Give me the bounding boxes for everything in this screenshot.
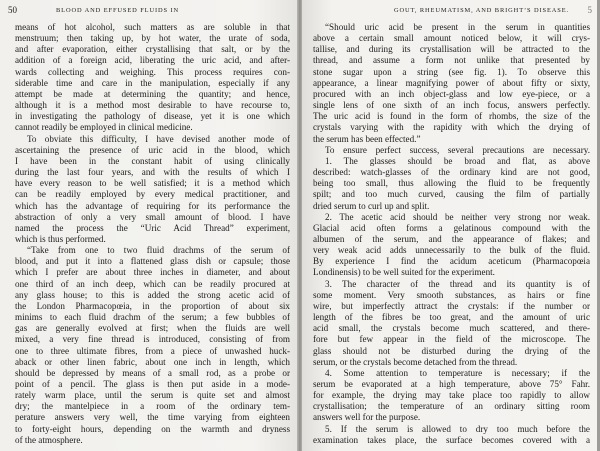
text-line: very weak acid adds unnecessarily to the bulk of the fluid.: [313, 245, 590, 256]
text-line: spilt; and too much curved, causing the film of partially: [313, 189, 590, 200]
left-page: [0, 0, 298, 451]
text-line: some moment. Very smooth substances, as hairs or fine: [313, 289, 590, 300]
text-line: The uric acid is found in the form of rhombs, the size of the: [313, 111, 590, 122]
right-running-head: [314, 7, 592, 19]
right-page-text: [313, 22, 590, 446]
text-line: serum be evaporated at a high temperature, above 75° Fahr.: [313, 379, 590, 389]
text-line: thread, and assume a form not unlike that presented by: [313, 55, 590, 66]
text-line: acid small, the crystals become much scattered, and there-: [313, 323, 590, 334]
text-line: and after evaporation, either crystallising that salt, or by the: [15, 44, 290, 55]
text-line: To obviate this difficulty, I have devised another mode of: [27, 133, 290, 144]
text-line: means of hot alcohol, such matters as are soluble in that: [15, 22, 290, 32]
text-line: siderable time and care in the manipulation, especially if any: [15, 77, 290, 88]
text-line: which I prefer are about three inches in diameter, and about: [15, 267, 290, 278]
text-line: in investigating the pathology of disease, yet it is one which: [15, 111, 290, 122]
text-line: stone sugar upon a string (see fig. 1). To observe this: [313, 66, 590, 77]
text-line: addition of a foreign acid, liberating the uric acid, and after-: [15, 55, 290, 66]
left-page-number: 50: [8, 5, 17, 15]
text-line: dried serum to curl up and split.: [313, 200, 430, 211]
text-line: appearance, a linear magnifying power of about fifty or sixty,: [313, 77, 590, 88]
text-line: Glacial acid often forms a gelatinous compound with the: [313, 222, 590, 233]
text-line: named the process the “Uric Acid Thread” experiment,: [15, 222, 290, 233]
right-page-number: 5: [587, 5, 592, 15]
text-line: I have been in the constant habit of using clinically: [15, 155, 290, 166]
text-line: of the atmosphere.: [15, 434, 83, 445]
text-line: should be depressed by means of a small rod, as a probe or: [15, 367, 290, 378]
text-line: above a certain small amount noticed below, it will crys-: [313, 33, 590, 44]
text-line: tallise, and during its crystallisation will be attracted to the: [313, 44, 590, 55]
text-line: rately warm place, until the serum is quite set and almost: [15, 390, 290, 401]
text-line: attempt be made at determining the quantity; and hence,: [15, 88, 290, 99]
text-line: abstraction of only a very small amount of blood. I have: [15, 211, 290, 222]
text-line: aback or other linen fabric, about one inch in length, which: [15, 356, 290, 367]
text-line: any glass house; to this is added the strong acetic acid of: [15, 289, 290, 300]
text-line: procured with an inch object-glass and low eye-piece, or a: [313, 88, 590, 99]
text-line: Londinensis) to be well suited for the experiment.: [313, 267, 495, 278]
text-line: one to three ultimate fibres, from a piece of unwashed huck-: [15, 345, 290, 356]
text-line: “Take from one to two fluid drachms of the serum of: [27, 245, 290, 256]
text-line: glass should not be disturbed during the drying of the: [313, 345, 590, 356]
text-line: To ensure perfect success, several precautions are necessary.: [325, 144, 590, 155]
text-line: answers well for the purpose.: [313, 412, 421, 423]
text-line: the London Pharmacopœia, in the proportion of about six: [15, 300, 290, 311]
text-line: serum, or the crystals become detached from the thread.: [313, 356, 518, 367]
text-line: single lens of one sixth of an inch focus, answers perfectly.: [313, 100, 590, 111]
text-line: gas are generally evolved at first; when the fluids are well: [15, 323, 290, 334]
left-page-text: [15, 22, 290, 446]
text-line: for example, the drying may take place too rapidly to allow: [313, 390, 590, 401]
text-line: menstruum; then taking up, by hot water, the urate of soda,: [15, 33, 290, 44]
text-line: 2. The acetic acid should be neither very strong nor weak.: [325, 211, 590, 222]
text-line: described: watch-glasses of the ordinary kind are not good,: [313, 167, 590, 178]
text-line: crystallisation; the temperature of an ordinary sitting room: [313, 401, 590, 412]
text-line: crystals varying with the rapidity with which the drying of: [313, 122, 590, 133]
text-line: mixed, a very fine thread is introduced, consisting of from: [15, 334, 290, 345]
text-line: length of the fibres be too great, and the amount of uric: [313, 312, 590, 323]
text-line: which has the advantage of requiring for its performance the: [15, 200, 290, 211]
text-line: perature answers very well, the time varying from eighteen: [15, 412, 290, 423]
text-line: 1. The glasses should be broad and flat, as above: [325, 155, 590, 166]
left-running-head: [8, 7, 290, 19]
right-page: [302, 0, 600, 451]
text-line: have every reason to be well satisfied; it is a method which: [15, 178, 290, 189]
text-line: 3. The character of the thread and its quantity is of: [325, 278, 590, 289]
text-line: dry; the mantelpiece in a room of the ordinary tem-: [15, 401, 290, 412]
text-line: can be readily employed by every medical practitioner, and: [15, 189, 290, 200]
text-line: wire, but imperfectly attract the crystals: if the number or: [313, 300, 590, 311]
text-line: the serum has been effected.”: [313, 133, 421, 144]
text-line: being too small, thus allowing the fluid to be frequently: [313, 178, 590, 189]
text-line: cannot readily be employed in clinical medicine.: [15, 122, 193, 133]
text-line: albumen of the serum, and the appearance of flakes; and: [313, 233, 590, 244]
text-line: one third of an inch deep, which can be readily procured at: [15, 278, 290, 289]
right-running-head-title: GOUT, RHEUMATISM, AND BRIGHT’S DISEASE.: [394, 7, 570, 14]
text-line: wards collecting and weighing. This process requires con-: [15, 66, 290, 77]
text-line: fore but few appear in the field of the microscope. The: [313, 334, 590, 345]
text-line: “Should uric acid be present in the serum in quantities: [325, 22, 590, 32]
text-line: although it is a method most desirable to have recourse to,: [15, 100, 290, 111]
text-line: during the last four years, and with the results of which I: [15, 167, 290, 178]
text-line: examination takes place, the surface becomes covered with a: [313, 434, 590, 445]
text-line: minims to each fluid drachm of the serum; a few bubbles of: [15, 312, 290, 323]
text-line: 4. Some attention to temperature is necessary; if the: [325, 367, 590, 378]
text-line: 5. If the serum is allowed to dry too much before the: [325, 423, 590, 434]
text-line: which is thus performed.: [15, 233, 106, 244]
text-line: point of a pencil. The glass is then put aside in a mode-: [15, 379, 290, 389]
text-line: ascertaining the presence of uric acid in the blood, which: [15, 144, 290, 155]
text-line: By experience I find the acidum aceticum (Pharmacopœia: [313, 256, 590, 267]
text-line: blood, and put it into a flattened glass dish or capsule; those: [15, 256, 290, 267]
left-running-head-title: BLOOD AND EFFUSED FLUIDS IN: [56, 7, 180, 14]
text-line: to forty-eight hours, depending on the warmth and dryness: [15, 423, 290, 434]
